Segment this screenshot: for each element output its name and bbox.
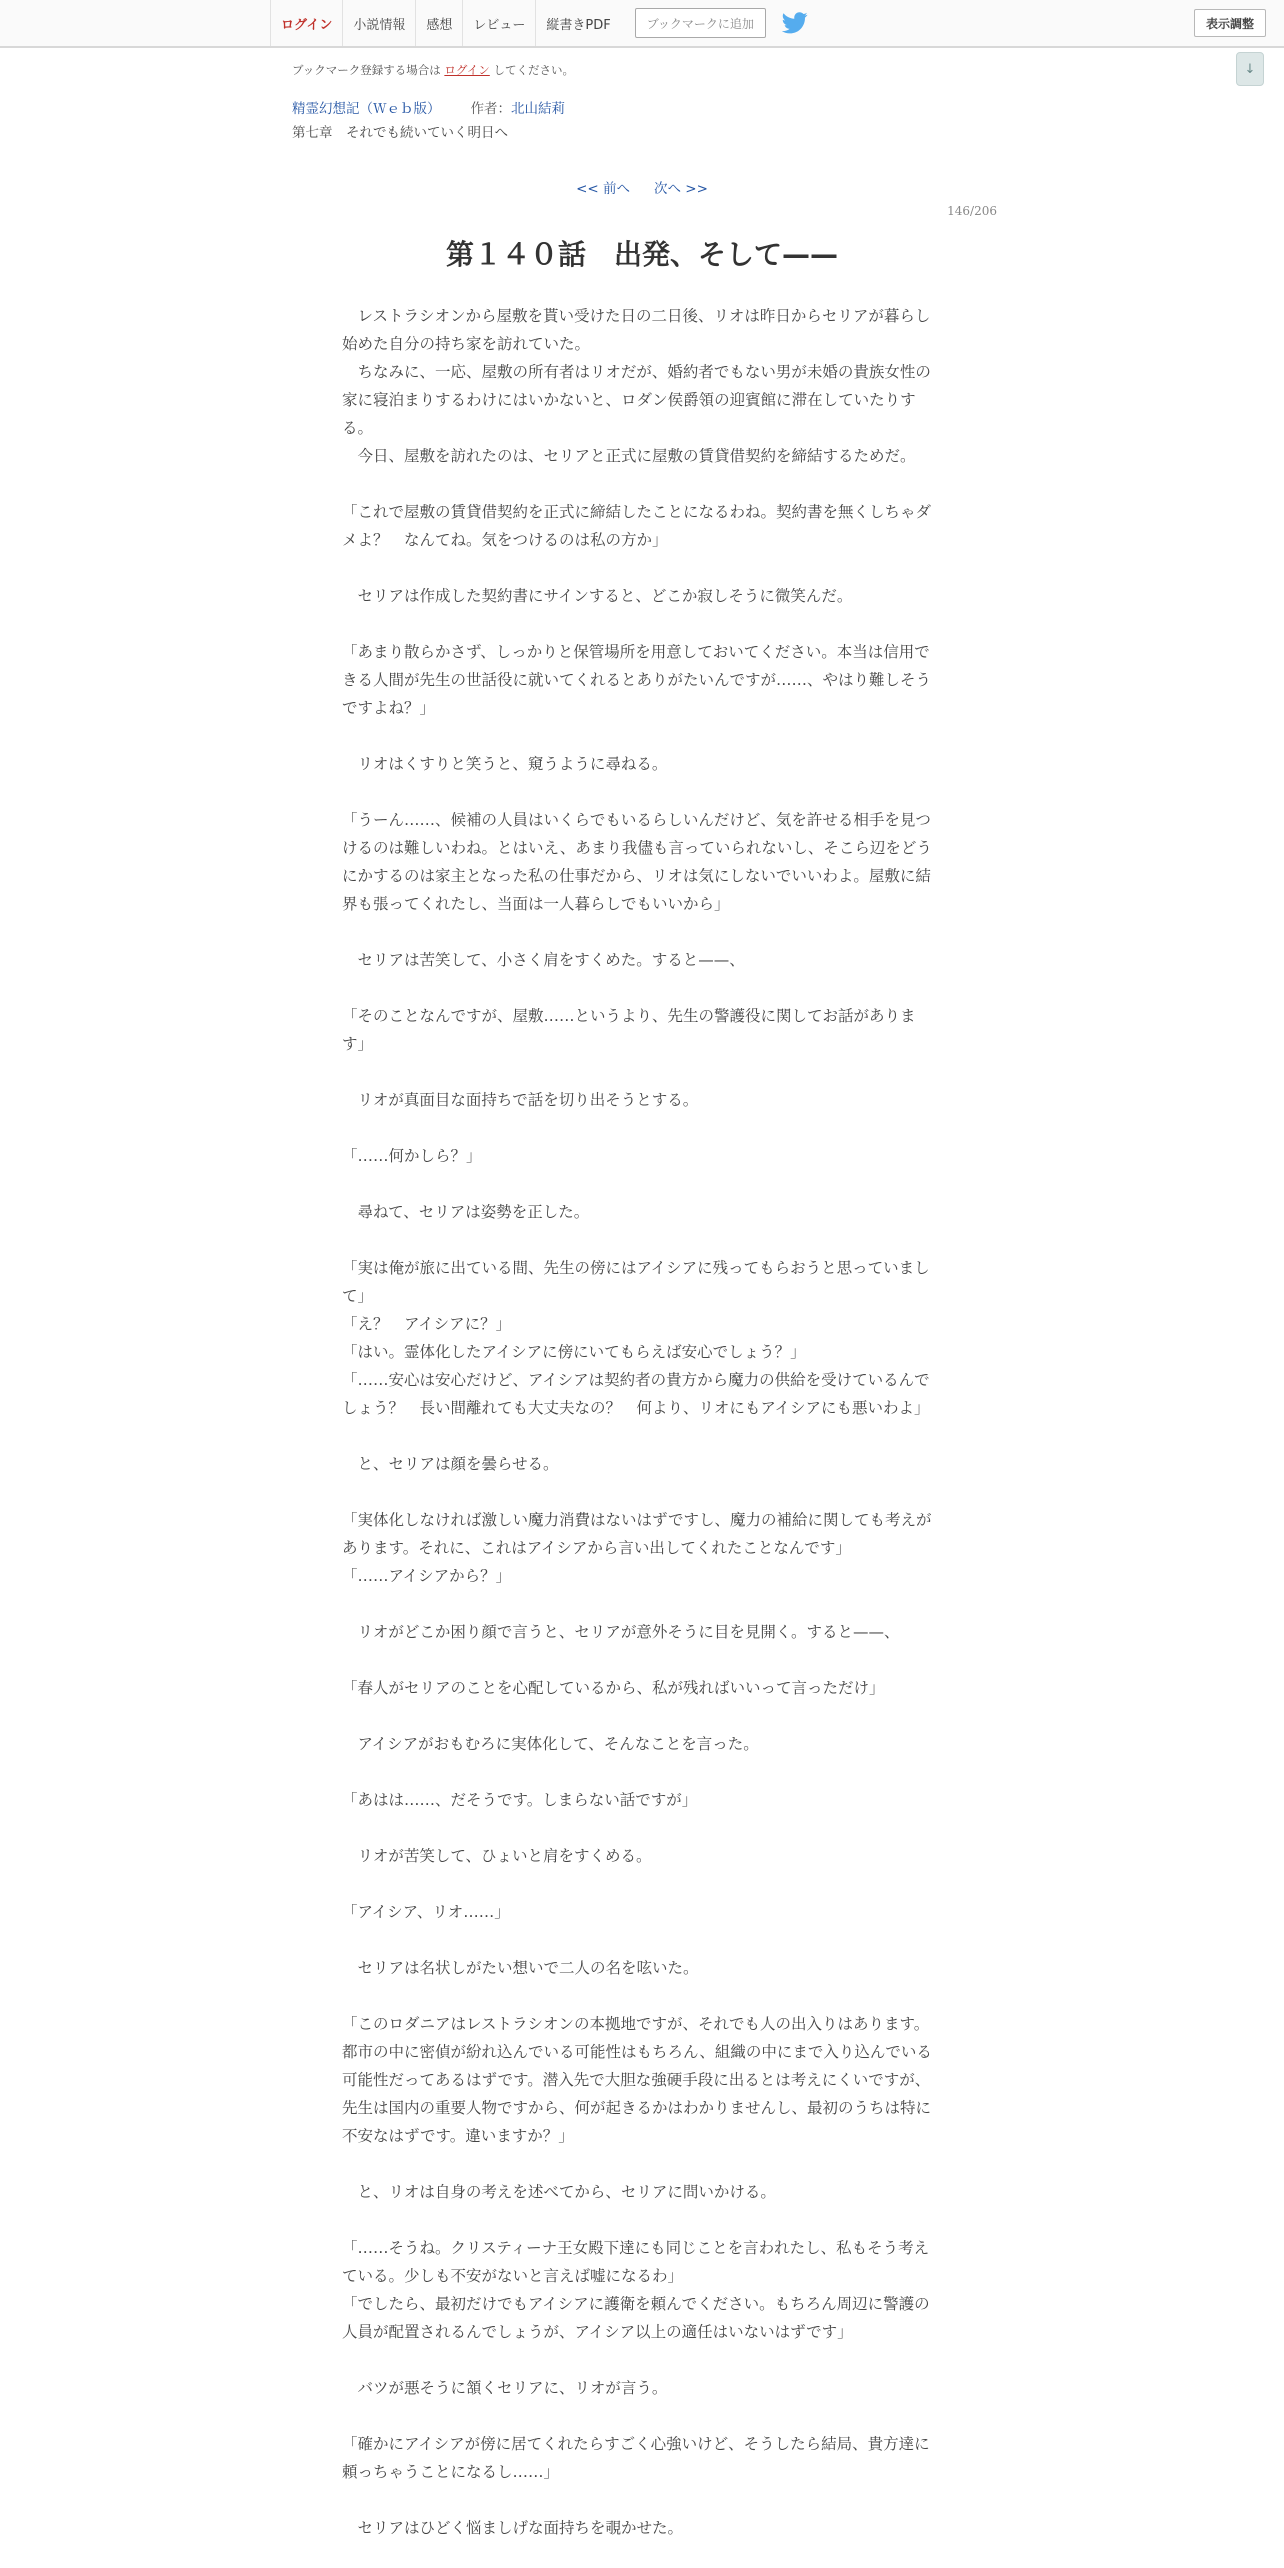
notice-suffix: してください。	[493, 63, 574, 77]
body-paragraph	[342, 974, 937, 1002]
top-navbar	[0, 0, 1284, 48]
body-paragraph: セリアは名状しがたい想いで二人の名を呟いた。	[342, 1959, 699, 1977]
body-paragraph: セリアは作成した契約書にサインすると、どこか寂しそうに微笑んだ。	[342, 587, 853, 605]
body-paragraph	[342, 1926, 937, 1954]
novel-title-link[interactable]: 精霊幻想記（Ｗｅｂ版）	[292, 101, 441, 117]
nav-review-link[interactable]: レビュー	[462, 0, 535, 46]
bookmark-notice	[292, 62, 574, 78]
body-paragraph	[342, 1422, 937, 1450]
body-paragraph: セリアは苦笑して、小さく肩をすくめた。すると——、	[342, 951, 745, 969]
body-paragraph	[342, 1982, 937, 2010]
body-paragraph	[342, 1058, 937, 1086]
body-paragraph: レストラシオンから屋敷を貰い受けた日の二日後、リオは昨日からセリアが暮らし始めた自分の持ち家を訪れていた。	[342, 307, 931, 353]
body-paragraph: 「確かにアイシアが傍に居てくれたらすごく心強いけど、そうしたら結局、貴方達に頼っちゃうことになるし……」	[342, 2435, 930, 2481]
body-paragraph	[342, 1702, 937, 1730]
twitter-icon[interactable]	[782, 12, 808, 34]
body-paragraph	[342, 2150, 937, 2178]
body-paragraph: 「あまり散らかさず、しっかりと保管場所を用意しておいてください。本当は信用できる人間が先生の世話役に就いてくれるとありがたいんですが……、やはり難しそうですよね？」	[342, 643, 932, 717]
author-label: 作者：	[470, 101, 511, 117]
body-paragraph: アイシアがおもむろに実体化して、そんなことを言った。	[342, 1735, 759, 1753]
body-paragraph: 今日、屋敷を訪れたのは、セリアと正式に屋敷の賃貸借契約を締結するためだ。	[342, 447, 916, 465]
body-paragraph: 「実は俺が旅に出ている間、先生の傍にはアイシアに残ってもらおうと思っていまして」	[342, 1259, 930, 1305]
body-paragraph	[342, 1870, 937, 1898]
body-paragraph	[342, 1114, 937, 1142]
body-paragraph: ちなみに、一応、屋敷の所有者はリオだが、婚約者でもない男が未婚の貴族女性の家に寝泊まりするわけにはいかないと、ロダン侯爵領の迎賓館に滞在していたりする。	[342, 363, 931, 437]
body-paragraph: 「はい。霊体化したアイシアに傍にいてもらえば安心でしょう？」	[342, 1343, 806, 1361]
body-paragraph: 「このロダニアはレストラシオンの本拠地ですが、それでも人の出入りはあります。都市の中に密偵が紛れ込んでいる可能性はもちろん、組織の中にまで入り込んでいる可能性だってあるはずです。潜入先で大胆な強硬手段に出るとは考えにくいですが、先生は国内の重要人物ですから、何が起きるかはわかりませんし、最初のうちは特に不安なはずです。違いますか？」	[342, 2015, 932, 2145]
nav-menu	[270, 0, 808, 46]
body-paragraph	[342, 722, 937, 750]
add-bookmark-button[interactable]: ブックマークに追加	[635, 8, 766, 38]
body-paragraph: 「あはは……、だそうです。しまらない話ですが」	[342, 1791, 698, 1809]
body-paragraph	[342, 2402, 937, 2430]
author-link[interactable]: 北山結莉	[511, 101, 565, 117]
nav-login-link[interactable]: ログイン	[270, 0, 342, 46]
nav-novel-info-link[interactable]: 小説情報	[342, 0, 415, 46]
body-paragraph: 「……アイシアから？」	[342, 1567, 512, 1585]
episode-title: 第１４０話 出発、そして——	[445, 238, 838, 271]
body-paragraph: 「……安心は安心だけど、アイシアは契約者の貴方から魔力の供給を受けているんでしょう？ 長い間離れても大丈夫なの？ 何より、リオにもアイシアにも悪いわよ」	[342, 1371, 930, 1417]
body-paragraph	[342, 1226, 937, 1254]
prev-page-link[interactable]: << 前へ	[576, 181, 630, 197]
body-paragraph	[342, 1646, 937, 1674]
pager	[0, 177, 1284, 197]
body-paragraph: リオがどこか困り顔で言うと、セリアが意外そうに目を見開く。すると——、	[342, 1623, 900, 1641]
body-paragraph	[342, 2486, 937, 2514]
body-paragraph: 「そのことなんですが、屋敷……というより、先生の警護役に関してお話があります」	[342, 1007, 916, 1053]
body-paragraph: バツが悪そうに頷くセリアに、リオが言う。	[342, 2379, 668, 2397]
body-paragraph: リオが真面目な面持ちで話を切り出そうとする。	[342, 1091, 699, 1109]
body-paragraph: リオはくすりと笑うと、窺うように尋ねる。	[342, 755, 668, 773]
chapter-title: 第七章 それでも続いていく明日へ	[292, 125, 508, 141]
body-paragraph	[342, 778, 937, 806]
novel-body	[342, 302, 937, 2542]
body-paragraph	[342, 2206, 937, 2234]
body-paragraph: と、セリアは顔を曇らせる。	[342, 1455, 559, 1473]
body-paragraph	[342, 610, 937, 638]
body-paragraph	[342, 1814, 937, 1842]
body-paragraph: 「アイシア、リオ……」	[342, 1903, 510, 1921]
body-paragraph	[342, 1758, 937, 1786]
display-settings-button[interactable]: 表示調整	[1194, 9, 1266, 37]
body-paragraph	[342, 470, 937, 498]
body-paragraph: 「うーん……、候補の人員はいくらでもいるらしいんだけど、気を許せる相手を見つけるのは難しいわね。とはいえ、あまり我儘も言っていられないし、そこら辺をどうにかするのは家主となった私の仕事だから、リオは気にしないでいいわよ。屋敷に結界も張ってくれたし、当面は一人暮らしでもいいから」	[342, 811, 932, 913]
body-paragraph: リオが苦笑して、ひょいと肩をすくめる。	[342, 1847, 652, 1865]
nav-impressions-link[interactable]: 感想	[415, 0, 462, 46]
body-paragraph: 「でしたら、最初だけでもアイシアに護衛を頼んでください。もちろん周辺に警護の人員が配置されるんでしょうが、アイシア以上の適任はいないはずです」	[342, 2295, 930, 2341]
body-paragraph: 「これで屋敷の賃貸借契約を正式に締結したことになるわね。契約書を無くしちゃダメよ？ なんてね。気をつけるのは私の方か」	[342, 503, 932, 549]
body-paragraph: 尋ねて、セリアは姿勢を正した。	[342, 1203, 590, 1221]
scroll-down-button[interactable]: ↓	[1236, 52, 1264, 86]
body-paragraph: と、リオは自身の考えを述べてから、セリアに問いかける。	[342, 2183, 776, 2201]
body-paragraph: 「……そうね。クリスティーナ王女殿下達にも同じことを言われたし、私もそう考えている。少しも不安がないと言えば嘘になるわ」	[342, 2239, 930, 2285]
novel-header	[292, 97, 565, 117]
body-paragraph	[342, 1590, 937, 1618]
next-page-link[interactable]: 次へ >>	[654, 181, 708, 197]
notice-prefix: ブックマーク登録する場合は	[292, 63, 441, 77]
body-paragraph	[342, 1170, 937, 1198]
body-paragraph: 「……何かしら？」	[342, 1147, 482, 1165]
body-paragraph: 「え？ アイシアに？」	[342, 1315, 512, 1333]
body-paragraph	[342, 918, 937, 946]
body-paragraph	[342, 1478, 937, 1506]
body-paragraph	[342, 554, 937, 582]
page-count: 146/206	[947, 204, 997, 218]
body-paragraph	[342, 2346, 937, 2374]
body-paragraph: 「春人がセリアのことを心配しているから、私が残ればいいって言っただけ」	[342, 1679, 885, 1697]
nav-vertical-pdf-link[interactable]: 縦書きPDF	[535, 0, 620, 46]
body-paragraph: 「実体化しなければ激しい魔力消費はないはずですし、魔力の補給に関しても考えがあります。それに、これはアイシアから言い出してくれたことなんです」	[342, 1511, 932, 1557]
body-paragraph: セリアはひどく悩ましげな面持ちを覗かせた。	[342, 2519, 684, 2537]
notice-login-link[interactable]: ログイン	[444, 63, 490, 77]
